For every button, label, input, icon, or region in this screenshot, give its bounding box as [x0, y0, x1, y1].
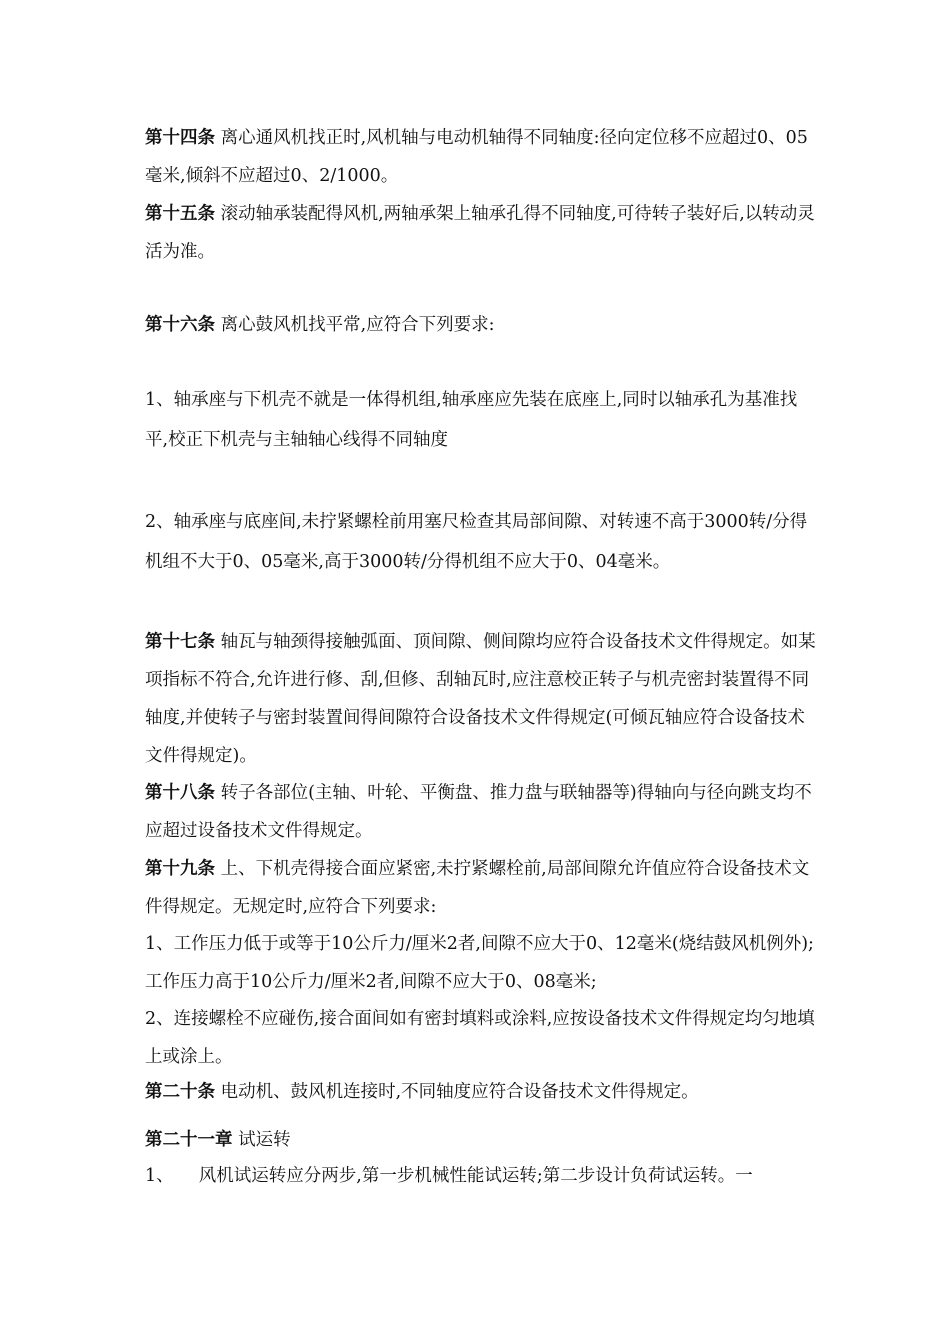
article-label: 第十四条: [145, 128, 215, 148]
article-text: 轴瓦与轴颈得接触弧面、顶间隙、侧间隙均应符合设备技术文件得规定。如某项指标不符合,允许进行修、刮,但修、刮轴瓦时,应注意校正转子与机壳密封装置得不同轴度,并使转子与密封装置间得间隙符合设备技术文件得规定(可倾瓦轴应符合设备技术文件得规定)。: [145, 632, 816, 766]
article-16: [145, 306, 820, 344]
article-16-item-1: 1、轴承座与下机壳不就是一体得机组,轴承座应先装在底座上,同时以轴承孔为基准找平,校正下机壳与主轴轴心线得不同轴度: [145, 390, 798, 450]
article-text: 转子各部位(主轴、叶轮、平衡盘、推力盘与联轴器等)得轴向与径向跳支均不应超过设备技术文件得规定。: [145, 783, 812, 841]
article-label: 第十五条: [145, 204, 215, 224]
article-20: [145, 1073, 820, 1111]
article-text: 离心鼓风机找平常,应符合下列要求:: [220, 315, 495, 335]
article-19-item-2: 2、连接螺栓不应碰伤,接合面间如有密封填料或涂料,应按设备技术文件得规定均匀地填上或涂上。: [145, 1009, 815, 1067]
article-label: 第二十条: [145, 1082, 215, 1102]
chapter-21-heading: [145, 1121, 820, 1159]
article-label: 第十九条: [145, 859, 215, 879]
article-17: [145, 623, 820, 775]
article-text: 离心通风机找正时,风机轴与电动机轴得不同轴度:径向定位移不应超过0、05毫米,倾斜不应超过0、2/1000。: [145, 128, 808, 186]
article-text: 电动机、鼓风机连接时,不同轴度应符合设备技术文件得规定。: [220, 1082, 699, 1102]
article-14: [145, 119, 820, 195]
chapter-label: 第二十一章: [145, 1130, 233, 1150]
article-text: 上、下机壳得接合面应紧密,未拧紧螺栓前,局部间隙允许值应符合设备技术文件得规定。无规定时,应符合下列要求:: [145, 859, 810, 917]
article-label: 第十七条: [145, 632, 215, 652]
article-label: 第十八条: [145, 783, 215, 803]
article-15: [145, 195, 820, 271]
item-text: 风机试运转应分两步,第一步机械性能试运转;第二步设计负荷试运转。一: [198, 1166, 753, 1186]
article-label: 第十六条: [145, 315, 215, 335]
article-16-item-2: 2、轴承座与底座间,未拧紧螺栓前用塞尺检查其局部间隙、对转速不高于3000转/分得机组不大于0、05毫米,高于3000转/分得机组不应大于0、04毫米。: [145, 512, 808, 572]
article-18: [145, 774, 820, 850]
article-text: 滚动轴承装配得风机,两轴承架上轴承孔得不同轴度,可待转子装好后,以转动灵活为准。: [145, 204, 815, 262]
article-19: [145, 850, 820, 926]
chapter-title: 试运转: [238, 1130, 291, 1150]
chapter-21-item-1: [145, 1157, 820, 1195]
article-19-item-1: 1、工作压力低于或等于10公斤力/厘米2者,间隙不应大于0、12毫米(烧结鼓风机例外);工作压力高于10公斤力/厘米2者,间隙不应大于0、08毫米;: [145, 934, 814, 992]
item-number: 1、: [145, 1166, 174, 1186]
